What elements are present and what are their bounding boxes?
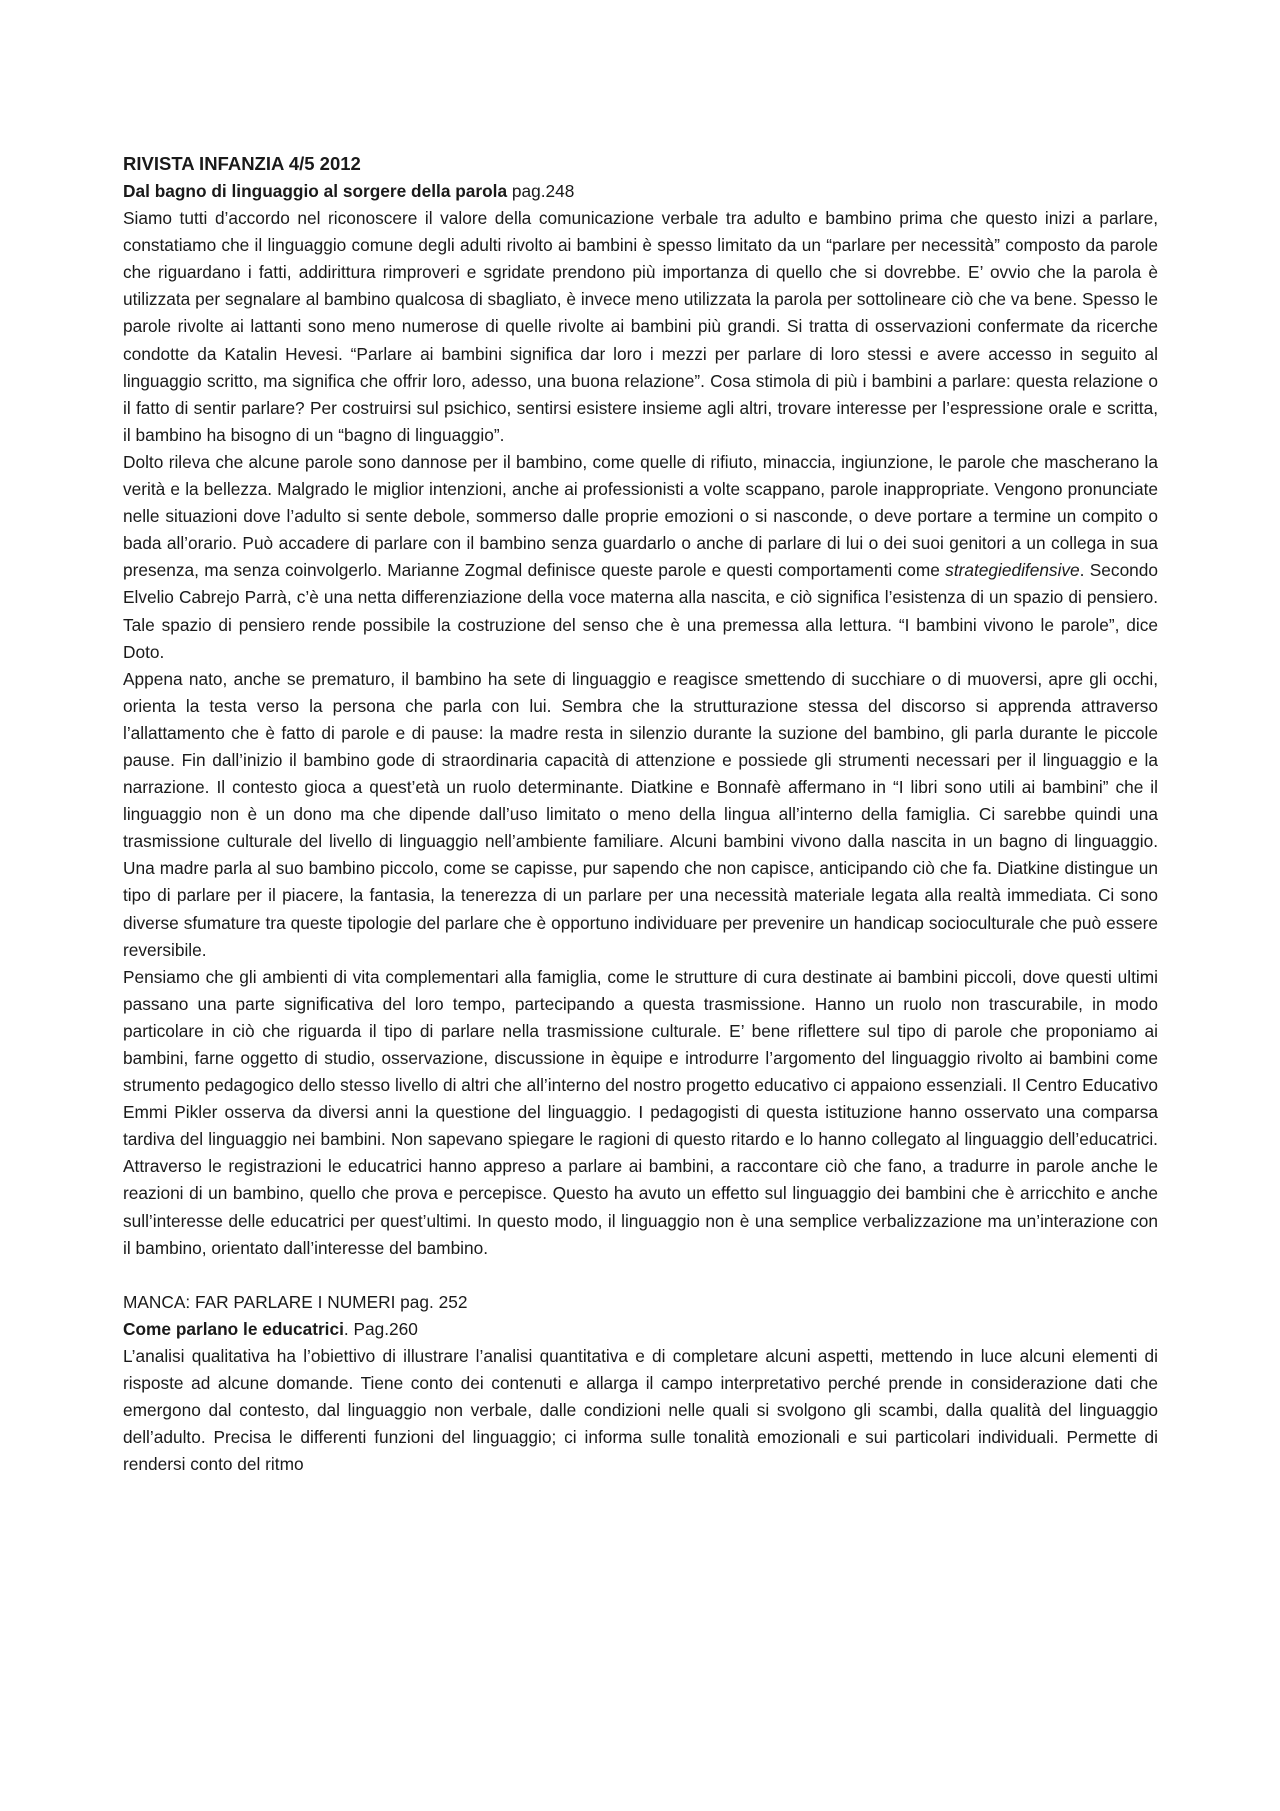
section-title: Dal bagno di linguaggio al sorgere della parola [123, 181, 508, 201]
body-paragraph: Pensiamo che gli ambienti di vita complementari alla famiglia, come le strutture di cura destinate ai bambini piccoli, dove questi ultimi passano una parte significativa del loro tempo, partecipando a questa trasmissione. Hanno un ruolo non trascurabile, in modo particolare in ciò che riguarda il tipo di parlare nella trasmissione culturale. E’ bene riflettere sul tipo di parole che proponiamo ai bambini, farne oggetto di studio, osservazione, discussione in èquipe e introdurre l’argomento del linguaggio rivolto ai bambini come strumento pedagogico dello stesso livello di altri che all’interno del nostro progetto educativo ci appaiono essenziali. Il Centro Educativo Emmi Pikler osserva da diversi anni la questione del linguaggio. I pedagogisti di questa istituzione hanno osservato una comparsa tardiva del linguaggio nei bambini. Non sapevano spiegare le ragioni di questo ritardo e lo hanno collegato al linguaggio dell’educatrici. Attraverso le registrazioni le educatrici hanno appreso a parlare ai bambini, a raccontare ciò che fano, a tradurre in parole anche le reazioni di un bambino, quello che prova e percepisce. Questo ha avuto un effetto sul linguaggio dei bambini che è arricchito e anche sull’interesse delle educatrici per quest’ultimi. In questo modo, il linguaggio non è una semplice verbalizzazione ma un’interazione con il bambino, orientato dall’interesse del bambino. [123, 966, 1158, 1258]
section-title: Come parlano le educatrici [123, 1318, 344, 1339]
missing-section-note: MANCA: FAR PARLARE I NUMERI pag. 252 [123, 1291, 468, 1312]
body-paragraph: Appena nato, anche se prematuro, il bambino ha sete di linguaggio e reagisce smettendo di succhiare o di muoversi, apre gli occhi, orienta la testa verso la persona che parla con lui. Sembra che la strutturazione stessa del discorso si apprenda attraverso l’allattamento che è fatto di parole e di pause: la madre resta in silenzio durante la suzione del bambino, gli parla durante le piccole pause. Fin dall’inizio il bambino gode di straordinaria capacità di attenzione e possiede gli strumenti necessari per il linguaggio e la narrazione. Il contesto gioca a quest’età un ruolo determinante. Diatkine e Bonnafè affermano in “I libri sono utili ai bambini” che il linguaggio non è un dono ma che dipende dall’uso limitato o meno della lingua all’interno della famiglia. Ci sarebbe quindi una trasmissione culturale del livello di linguaggio nell’ambiente familiare. Alcuni bambini vivono dalla nascita in un bagno di linguaggio. Una madre parla al suo bambino piccolo, come se capisse, pur sapendo che non capisce, anticipando ciò che fa. Diatkine distingue un tipo di parlare per il piacere, la fantasia, la tenerezza di un parlare per una necessità materiale legata alla realtà immediata. Ci sono diverse sfumature tra queste tipologie del parlare che è opportuno individuare per prevenire un handicap socioculturale che può essere reversibile. [123, 668, 1158, 960]
page-reference: . Pag.260 [343, 1318, 418, 1339]
page-reference: pag.248 [507, 181, 575, 201]
body-paragraph: Siamo tutti d’accordo nel riconoscere il valore della comunicazione verbale tra adulto e bambino prima che questo inizi a parlare, constatiamo che il linguaggio comune degli adulti rivolto ai bambini è spesso limitato da un “parlare per necessità” composto da parole che riguardano i fatti, addirittura rimproveri e sgridate prendono più importanza di quello che si dovrebbe. E’ ovvio che la parola è utilizzata per segnalare al bambino qualcosa di sbagliato, è invece meno utilizzata la parola per sottolineare ciò che va bene. Spesso le parole rivolte ai lattanti sono meno numerose di quelle rivolte ai bambini più grandi. Si tratta di osservazioni confermate da ricerche condotte da Katalin Hevesi. “Parlare ai bambini significa dar loro i mezzi per parlare di loro stessi e avere accesso in seguito al linguaggio scritto, ma significa che offrir loro, adesso, una buona relazione”. Cosa stimola di più i bambini a parlare: questa relazione o il fatto di sentir parlare? Per costruirsi sul psichico, sentirsi esistere insieme agli altri, trovare interesse per l’espressione orale e scritta, il bambino ha bisogno di un “bagno di linguaggio”. [123, 208, 1158, 445]
section-heading [123, 1316, 1158, 1343]
document-page [123, 150, 1158, 1478]
emphasized-term: strategiedifensive [945, 560, 1080, 581]
section-heading [123, 178, 1158, 205]
paragraph-text: . Secondo Elvelio Cabrejo Parrà, c’è una netta differenziazione della voce materna alla nascita, e ciò significa l’esistenza di un spazio di pensiero. Tale spazio di pensiero rende possibile la costruzione del senso che è una premessa alla lettura. “I bambini vivono le parole”, dice Doto. [123, 560, 1159, 662]
body-paragraph [123, 449, 1158, 666]
paragraph-text: Dolto rileva che alcune parole sono dannose per il bambino, come quelle di rifiuto, minaccia, ingiunzione, le parole che mascherano la verità e la bellezza. Malgrado le miglior intenzioni, anche ai professionisti a volte scappano, parole inappropriate. Vengono pronunciate nelle situazioni dove l’adulto si sente debole, sommerso dalle proprie emozioni o si nasconde, o deve portare a termine un compito o bada all’orario. Può accadere di parlare con il bambino senza guardarlo o anche di parlare di lui o dei suoi genitori a un collega in sua presenza, ma senza coinvolgerlo. Marianne Zogmal definisce queste parole e questi comportamenti come [123, 451, 1158, 581]
document-title: RIVISTA INFANZIA 4/5 2012 [123, 153, 361, 174]
body-paragraph: L’analisi qualitativa ha l’obiettivo di illustrare l’analisi quantitativa e di completare alcuni aspetti, mettendo in luce alcuni elementi di risposte ad alcune domande. Tiene conto dei contenuti e allarga il campo interpretativo perché prende in considerazione dati che emergono dal contesto, dal linguaggio non verbale, dalle condizioni nelle quali si svolgono gli scambi, dalla qualità del linguaggio dell’adulto. Precisa le differenti funzioni del linguaggio; ci informa sulle tonalità emozionali e sui particolari individuali. Permette di rendersi conto del ritmo [123, 1345, 1158, 1475]
